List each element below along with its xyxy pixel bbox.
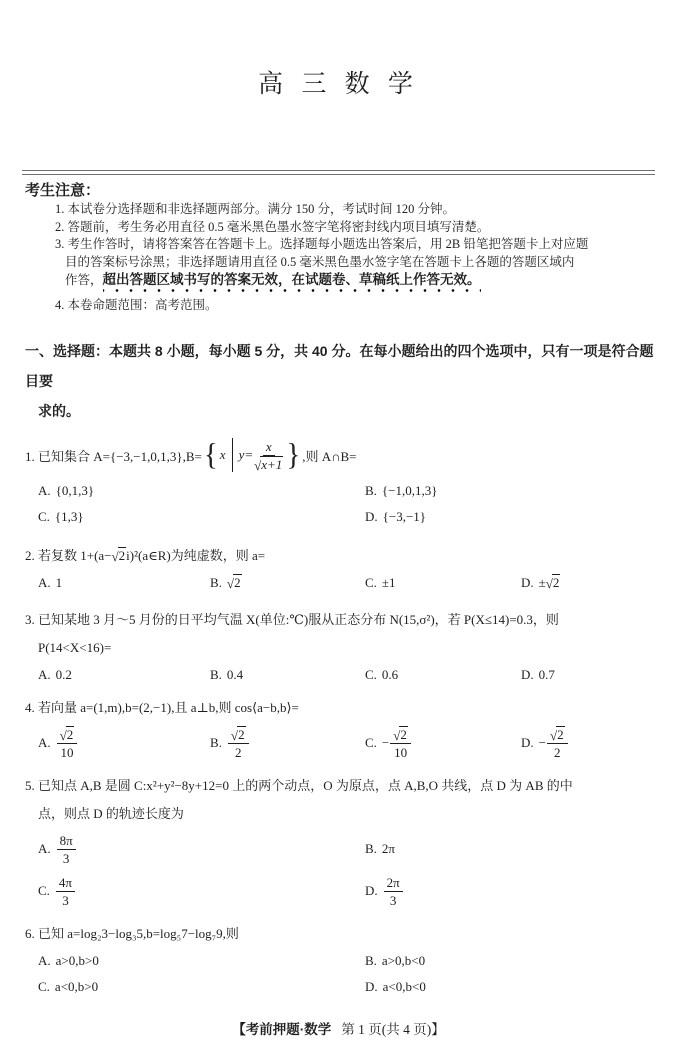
q1-radicand: x+1 xyxy=(261,456,283,472)
sqrt-sign: √ xyxy=(226,576,235,591)
option-value: 1 xyxy=(55,575,63,590)
option-label: C. xyxy=(365,575,377,590)
q1-option-b xyxy=(365,478,657,504)
q1-set-condition: y= xyxy=(238,447,254,462)
option-value: 0.4 xyxy=(226,667,244,682)
q1-option-a xyxy=(38,478,365,504)
q5-option-c xyxy=(38,875,365,908)
radicand: 2 xyxy=(400,726,407,742)
sqrt-sign: √ xyxy=(254,457,262,473)
q2-radicand: 2 xyxy=(118,548,126,563)
q4-option-d xyxy=(521,727,657,760)
sqrt-sign: √ xyxy=(111,549,119,564)
sqrt-sign: √ xyxy=(545,576,553,591)
q3-options-row xyxy=(38,662,657,688)
option-label: B. xyxy=(210,667,222,682)
option-value: 0.2 xyxy=(55,667,72,682)
notice-item-2: 2. 答题前，考生务必用直径 0.5 毫米黑色墨水签字笔将密封线内项目填写清楚。 xyxy=(55,219,490,234)
option-label: B. xyxy=(210,575,222,590)
option-value: a>0,b<0 xyxy=(381,953,426,968)
option-value: a>0,b>0 xyxy=(55,953,99,968)
set-builder-bar xyxy=(232,438,233,472)
q2-radical xyxy=(112,548,127,563)
option-fraction xyxy=(384,875,403,908)
q4-stem: 4. 若向量 a=(1,m),b=(2,−1),且 a⊥b,则 cos⟨a−b,b⟩= xyxy=(25,700,299,715)
q2-option-d-radicand: 2 xyxy=(552,575,560,590)
q4-option-c xyxy=(365,727,521,760)
option-fraction xyxy=(57,833,76,866)
footer-page-number: 第 1 页(共 4 页)】 xyxy=(341,1022,445,1037)
q4-option-a xyxy=(38,727,210,760)
fraction-denominator: 10 xyxy=(60,744,74,760)
question-1 xyxy=(25,432,657,530)
radicand: 2 xyxy=(557,726,564,742)
option-label: C. xyxy=(38,883,50,898)
notice-item-3-line-3 xyxy=(25,271,655,290)
option-value: {−3,−1} xyxy=(382,509,427,524)
q6-options-row-1 xyxy=(38,948,657,974)
q3-option-d xyxy=(521,662,657,688)
option-value: {−1,0,1,3} xyxy=(381,483,438,498)
sqrt-sign: √ xyxy=(393,727,401,743)
q5-stem-line-2: 点，则点 D 的轨迹长度为 xyxy=(38,806,184,821)
q3-stem-line-2: P(14<X<16)= xyxy=(38,640,112,655)
option-label: B. xyxy=(365,483,377,498)
option-label: A. xyxy=(38,483,51,498)
fraction-numerator xyxy=(390,727,411,744)
q1-options-row-1 xyxy=(38,478,657,504)
notice-item-3-line-1: 3. 考生作答时，请将答案答在答题卡上。选择题每小题选出答案后，用 2B 铅笔把答题卡上对应题 xyxy=(55,237,589,251)
notice-heading: 考生注意： xyxy=(25,182,101,199)
option-value xyxy=(227,575,242,590)
sqrt-sign: √ xyxy=(230,727,239,743)
fraction-denominator: 2 xyxy=(234,744,242,760)
option-label: C. xyxy=(365,735,377,750)
option-fraction xyxy=(57,727,78,760)
q1-fraction xyxy=(254,439,283,472)
option-sign: − xyxy=(538,735,546,750)
left-brace: { xyxy=(203,437,218,472)
section-heading-line-1: 一、选择题：本题共 8 小题，每小题 5 分，共 40 分。在每小题给出的四个选项中，只有一项是符合题目要 xyxy=(25,343,654,389)
notice-section xyxy=(25,180,655,314)
option-label: C. xyxy=(365,667,377,682)
footer-series-title: 【考前押题·数学 xyxy=(232,1022,332,1037)
option-value: {0,1,3} xyxy=(55,483,95,498)
option-label: D. xyxy=(521,735,534,750)
notice-item-3-line-2: 目的答案标号涂黑；非选择题请用直径 0.5 毫米黑色墨水签字笔在答题卡上各题的答题区域内 xyxy=(65,254,575,269)
double-rule-divider xyxy=(22,170,655,175)
option-label: B. xyxy=(365,841,377,856)
option-label: D. xyxy=(521,667,534,682)
question-2 xyxy=(25,542,657,596)
q1-option-c xyxy=(38,504,365,530)
q5-options-row-2 xyxy=(38,870,657,912)
option-value: 2π xyxy=(381,841,395,856)
q2-option-a xyxy=(38,570,210,596)
q6-option-c xyxy=(38,974,365,1000)
fraction-denominator: 3 xyxy=(389,892,397,908)
q3-stem xyxy=(25,606,657,662)
q5-option-d xyxy=(365,875,657,908)
option-sign: ± xyxy=(538,575,546,590)
option-label: B. xyxy=(365,953,377,968)
fraction-numerator: 8π xyxy=(57,833,76,850)
q3-option-c xyxy=(365,662,521,688)
q6-stem: 6. 已知 a=log₂3−log₃5,b=log₅7−log₇9,则 xyxy=(25,926,239,941)
option-label: D. xyxy=(365,509,378,524)
notice-item-4: 4. 本卷命题范围：高考范围。 xyxy=(55,297,218,312)
q6-option-a xyxy=(38,948,365,974)
page-footer xyxy=(0,1018,677,1038)
option-value: 0.7 xyxy=(538,667,555,682)
q2-stem-suffix: i)²(a∈R)为纯虚数，则 a= xyxy=(126,548,266,563)
q2-option-c xyxy=(365,570,521,596)
option-label: A. xyxy=(38,575,51,590)
option-fraction xyxy=(547,727,568,760)
sqrt-sign: √ xyxy=(549,727,558,743)
q2-stem-prefix: 2. 若复数 1+(a− xyxy=(25,548,112,563)
option-label: A. xyxy=(38,953,51,968)
notice-item-1: 1. 本试卷分选择题和非选择题两部分。满分 150 分，考试时间 120 分钟。 xyxy=(55,202,456,216)
q1-fraction-denominator xyxy=(254,456,283,472)
option-value: ±1 xyxy=(381,575,396,590)
right-brace: } xyxy=(286,437,301,472)
fraction-denominator: 3 xyxy=(62,892,69,908)
q2-stem xyxy=(25,542,657,570)
q2-options-row xyxy=(38,570,657,596)
fraction-denominator: 2 xyxy=(554,744,561,760)
radicand: 2 xyxy=(238,726,245,742)
q4-options-row xyxy=(38,722,657,764)
option-label: C. xyxy=(38,509,50,524)
q1-stem-prefix: 1. 已知集合 A={−3,−1,0,1,3},B= xyxy=(25,448,202,464)
page-title: 高 三 数 学 xyxy=(258,71,419,98)
q6-option-d xyxy=(365,974,657,1000)
option-label: D. xyxy=(365,883,378,898)
option-label: A. xyxy=(38,667,51,682)
option-value: a<0,b<0 xyxy=(382,979,426,994)
q1-fraction-numerator: x xyxy=(263,439,275,456)
q5-option-a xyxy=(38,833,365,866)
fraction-numerator: 2π xyxy=(384,875,403,892)
q3-stem-line-1: 3. 已知某地 3 月～5 月份的日平均气温 X(单位:℃)服从正态分布 N(15,σ²)，若 P(X≤14)=0.3，则 xyxy=(25,612,559,627)
section-heading xyxy=(25,336,655,426)
notice-item-3-line-3-prefix: 作答， xyxy=(65,273,103,287)
q2-option-d xyxy=(521,570,657,596)
option-label: A. xyxy=(38,841,51,856)
fraction-denominator: 10 xyxy=(394,744,408,760)
fraction-numerator xyxy=(57,727,78,744)
sqrt-sign: √ xyxy=(59,727,67,743)
q6-options-row-2 xyxy=(38,974,657,1000)
option-label: D. xyxy=(365,979,378,994)
q1-set-variable: x xyxy=(219,447,226,462)
question-3 xyxy=(25,606,657,688)
question-5 xyxy=(25,772,657,912)
option-fraction xyxy=(56,875,75,908)
option-fraction xyxy=(228,727,249,760)
option-fraction xyxy=(390,727,411,760)
q5-stem xyxy=(25,772,657,828)
option-label: D. xyxy=(521,575,534,590)
option-value xyxy=(546,575,561,590)
q5-option-b xyxy=(365,841,657,857)
fraction-denominator: 3 xyxy=(62,850,70,866)
q1-option-d xyxy=(365,504,657,530)
option-label: C. xyxy=(38,979,50,994)
q1-options-row-2 xyxy=(38,504,657,530)
option-sign: − xyxy=(381,735,390,750)
option-value: a<0,b>0 xyxy=(54,979,99,994)
q3-option-b xyxy=(210,662,365,688)
option-label: B. xyxy=(210,735,222,750)
q5-stem-line-1: 5. 已知点 A,B 是圆 C:x²+y²−8y+12=0 上的两个动点，O 为原点，点 A,B,O 共线，点 D 为 AB 的中 xyxy=(25,778,573,793)
q1-stem-suffix: ,则 A∩B= xyxy=(302,448,357,464)
q3-option-a xyxy=(38,662,210,688)
q2-option-b-radicand: 2 xyxy=(234,575,241,590)
notice-emphasized-warning: 超出答题区域书写的答案无效，在试题卷、草稿纸上作答无效。 xyxy=(103,272,481,293)
fraction-numerator: 4π xyxy=(56,875,75,892)
radicand: 2 xyxy=(66,726,74,742)
question-4 xyxy=(25,694,657,764)
option-value: 0.6 xyxy=(381,667,399,682)
exam-page xyxy=(0,64,677,1051)
q5-options-row-1 xyxy=(38,828,657,870)
q1-stem xyxy=(25,432,657,478)
fraction-numerator xyxy=(228,727,249,744)
question-6 xyxy=(25,920,657,1000)
option-value: {1,3} xyxy=(54,509,84,524)
q6-option-b xyxy=(365,948,657,974)
fraction-numerator xyxy=(547,727,568,744)
option-label: A. xyxy=(38,735,51,750)
q4-option-b xyxy=(210,727,365,760)
section-heading-line-2: 求的。 xyxy=(38,403,80,419)
q2-option-b xyxy=(210,570,365,596)
